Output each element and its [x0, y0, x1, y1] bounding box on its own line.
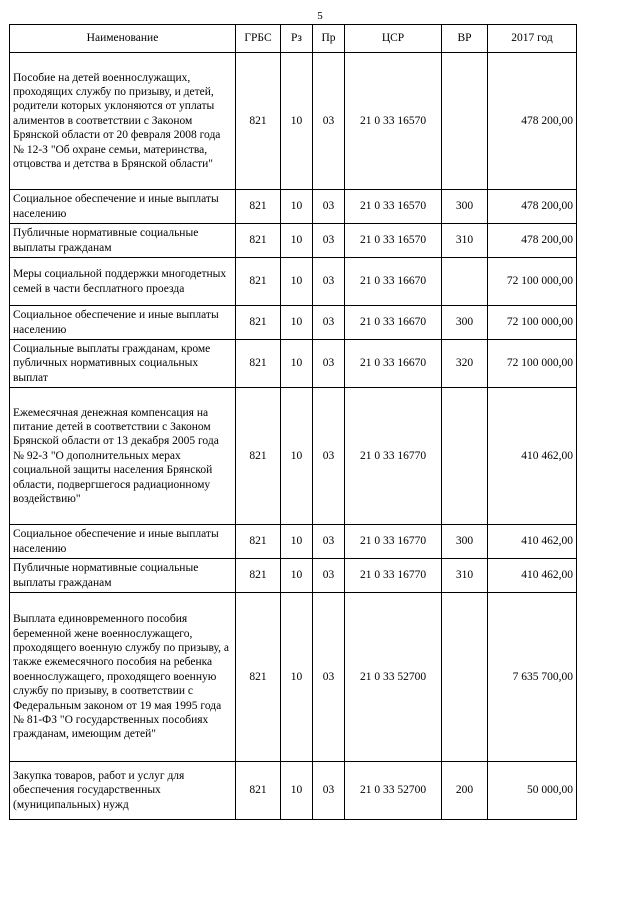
table-header-row: [10, 25, 577, 53]
row-csr: 21 0 33 16670: [345, 340, 442, 388]
row-name: Публичные нормативные социальные выплаты гражданам: [10, 559, 236, 593]
row-amount: 478 200,00: [488, 190, 577, 224]
row-amount: 410 462,00: [488, 388, 577, 525]
table-row: [10, 53, 577, 190]
row-csr: 21 0 33 52700: [345, 593, 442, 762]
row-pr: 03: [313, 388, 345, 525]
row-name: Социальные выплаты гражданам, кроме публичных нормативных социальных выплат: [10, 340, 236, 388]
row-vr: [442, 258, 488, 306]
row-pr: 03: [313, 190, 345, 224]
row-grbs: 821: [236, 593, 281, 762]
budget-table: [9, 24, 577, 820]
row-grbs: 821: [236, 388, 281, 525]
row-csr: 21 0 33 16770: [345, 525, 442, 559]
table-row: [10, 388, 577, 525]
row-rz: 10: [281, 762, 313, 820]
row-grbs: 821: [236, 306, 281, 340]
row-pr: 03: [313, 258, 345, 306]
row-vr: [442, 53, 488, 190]
row-vr: [442, 388, 488, 525]
header-pr: Пр: [313, 25, 345, 53]
row-pr: 03: [313, 559, 345, 593]
row-csr: 21 0 33 16570: [345, 224, 442, 258]
row-rz: 10: [281, 306, 313, 340]
row-name: Социальное обеспечение и иные выплаты населению: [10, 190, 236, 224]
row-rz: 10: [281, 190, 313, 224]
row-vr: [442, 593, 488, 762]
row-vr: 200: [442, 762, 488, 820]
row-name: Социальное обеспечение и иные выплаты населению: [10, 306, 236, 340]
row-rz: 10: [281, 525, 313, 559]
header-csr: ЦСР: [345, 25, 442, 53]
row-amount: 410 462,00: [488, 559, 577, 593]
table-row: [10, 525, 577, 559]
row-rz: 10: [281, 258, 313, 306]
row-pr: 03: [313, 593, 345, 762]
table-row: [10, 224, 577, 258]
table-row: [10, 258, 577, 306]
row-rz: 10: [281, 224, 313, 258]
table-row: [10, 190, 577, 224]
row-amount: 410 462,00: [488, 525, 577, 559]
row-grbs: 821: [236, 525, 281, 559]
table-row: [10, 559, 577, 593]
page-number: 5: [317, 10, 323, 22]
row-name: Закупка товаров, работ и услуг для обеспечения государственных (муниципальных) нужд: [10, 762, 236, 820]
row-csr: 21 0 33 16570: [345, 190, 442, 224]
row-amount: 478 200,00: [488, 53, 577, 190]
table-row: [10, 762, 577, 820]
row-pr: 03: [313, 525, 345, 559]
table-row: [10, 593, 577, 762]
header-year: 2017 год: [488, 25, 577, 53]
row-vr: 310: [442, 224, 488, 258]
row-csr: 21 0 33 16770: [345, 388, 442, 525]
row-name: Социальное обеспечение и иные выплаты населению: [10, 525, 236, 559]
table-row: [10, 340, 577, 388]
row-name: Публичные нормативные социальные выплаты гражданам: [10, 224, 236, 258]
row-amount: 72 100 000,00: [488, 306, 577, 340]
row-rz: 10: [281, 593, 313, 762]
row-name: Выплата единовременного пособия беременной жене военнослужащего, проходящего военную службу по призыву, а также ежемесячного пособия на ребенка военнослужащего, проходящего военную службу по призыву, в соответствии с Федеральным законом от 19 мая 1995 года № 81-ФЗ "О государственных пособиях гражданам, имеющим детей": [10, 593, 236, 762]
row-vr: 320: [442, 340, 488, 388]
row-name: Меры социальной поддержки многодетных семей в части бесплатного проезда: [10, 258, 236, 306]
header-grbs: ГРБС: [236, 25, 281, 53]
row-name: Пособие на детей военнослужащих, проходящих службу по призыву, и детей, родители которых уклоняются от уплаты алиментов в соответствии с Законом Брянской области от 20 февраля 2008 года № 12-З "Об охране семьи, материнства, отцовства и детства в Брянской области": [10, 53, 236, 190]
row-amount: 72 100 000,00: [488, 340, 577, 388]
row-csr: 21 0 33 16670: [345, 258, 442, 306]
row-vr: 300: [442, 190, 488, 224]
row-pr: 03: [313, 340, 345, 388]
row-amount: 72 100 000,00: [488, 258, 577, 306]
row-pr: 03: [313, 224, 345, 258]
header-name: Наименование: [10, 25, 236, 53]
row-rz: 10: [281, 559, 313, 593]
row-pr: 03: [313, 762, 345, 820]
row-name: Ежемесячная денежная компенсация на питание детей в соответствии с Законом Брянской области от 13 декабря 2005 года № 92-З "О дополнительных мерах социальной защиты населения Брянской области, подвергшегося радиационному воздействию": [10, 388, 236, 525]
row-grbs: 821: [236, 559, 281, 593]
row-vr: 300: [442, 525, 488, 559]
row-pr: 03: [313, 306, 345, 340]
row-csr: 21 0 33 52700: [345, 762, 442, 820]
header-rz: Рз: [281, 25, 313, 53]
row-csr: 21 0 33 16670: [345, 306, 442, 340]
row-amount: 50 000,00: [488, 762, 577, 820]
row-vr: 310: [442, 559, 488, 593]
row-rz: 10: [281, 340, 313, 388]
row-amount: 7 635 700,00: [488, 593, 577, 762]
header-vr: ВР: [442, 25, 488, 53]
row-grbs: 821: [236, 190, 281, 224]
row-rz: 10: [281, 53, 313, 190]
row-grbs: 821: [236, 762, 281, 820]
row-grbs: 821: [236, 224, 281, 258]
table-row: [10, 306, 577, 340]
row-vr: 300: [442, 306, 488, 340]
row-grbs: 821: [236, 258, 281, 306]
row-amount: 478 200,00: [488, 224, 577, 258]
row-grbs: 821: [236, 53, 281, 190]
row-csr: 21 0 33 16570: [345, 53, 442, 190]
row-csr: 21 0 33 16770: [345, 559, 442, 593]
row-grbs: 821: [236, 340, 281, 388]
row-pr: 03: [313, 53, 345, 190]
row-rz: 10: [281, 388, 313, 525]
